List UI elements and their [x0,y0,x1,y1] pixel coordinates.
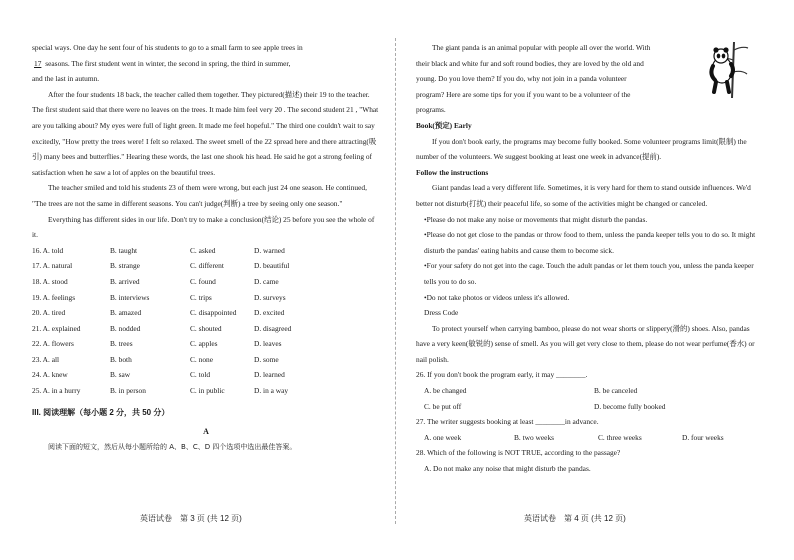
cloze-option-row [32,367,380,383]
cloze-option: D. disagreed [254,323,292,333]
cloze-option-row [32,243,380,259]
follow-heading: Follow the instructions [416,167,489,177]
cloze-option: C. asked [190,245,216,255]
cloze-option: B. interviews [110,292,150,302]
cloze-option: D. learned [254,370,285,380]
section-title: III. 阅读理解（每小题 2 分，共 50 分） [32,407,170,417]
cloze-option: D. excited [254,308,285,318]
left-column [32,40,380,455]
question-27: 27. The writer suggests booking at least ________in advance. [416,417,599,427]
cloze-option: D. some [254,354,279,364]
cloze-option: 23. A. all [32,354,60,364]
cloze-option: B. taught [110,245,138,255]
cloze-option: C. different [190,261,224,271]
left-footer: 英语试卷 第 3 页 (共 12 页) [140,514,242,523]
option: C. three weeks [598,432,642,442]
option: A. be changed [424,386,467,396]
cloze-option-row [32,274,380,290]
cloze-option: B. amazed [110,308,142,318]
follow-text: Giant pandas lead a very different life. Sometimes, it is very hard for them to stand outside influences. We'd better not disturb(打扰) their peaceful life, so some of the activities might be changed or canceled. [416,183,751,208]
cloze-option: D. leaves [254,339,282,349]
story-paragraph-3: The teacher smiled and told his students 23 of them were wrong, but each just 24 one season. He continued, "The trees are not the same in different seasons. You can't judge(判断) a tree by seeing only one season." [32,183,367,208]
tip-bullet: •Please do not make any noise or movements that might disturb the pandas. [424,214,648,224]
dress-heading: Dress Code [424,308,459,318]
option: D. four weeks [682,432,724,442]
right-footer: 英语试卷 第 4 页 (共 12 页) [524,514,626,523]
question-27-options [416,430,762,446]
cloze-option: B. saw [110,370,131,380]
cloze-option: B. arrived [110,276,140,286]
cloze-option: D. surveys [254,292,286,302]
cloze-option: B. strange [110,261,140,271]
question-26: 26. If you don't book the program early, it may ________. [416,370,588,380]
reading-instruction: 阅读下面的短文，然后从每小题所给的 A、B、C、D 四个选项中选出最佳答案。 [48,442,297,451]
question-28: 28. Which of the following is NOT TRUE, according to the passage? [416,448,621,458]
cloze-options [32,243,380,399]
cloze-option: C. trips [190,292,212,302]
option: D. become fully booked [594,401,666,411]
cloze-option: B. trees [110,339,133,349]
column-divider [395,38,397,524]
cloze-option: C. apples [190,339,218,349]
option: B. two weeks [514,432,555,442]
story-paragraph-4: Everything has different sides in our life. Don't try to make a conclusion(结论) 25 before you see the whole of it. [32,214,375,240]
cloze-option: 16. A. told [32,245,64,255]
story-line-1: special ways. One day he sent four of his students to go to a small farm to see apple trees in [32,43,303,52]
tip-bullet: •For your safety do not get into the cage. Touch the adult pandas or let them touch you, unless the panda keeper tells you to do so. [424,261,754,286]
story-line-2: 17 seasons. The first student went in winter, the second in spring, the third in summer, [34,58,291,68]
cloze-option: C. shouted [190,323,222,333]
option: A. one week [424,432,462,442]
cloze-option-row [32,290,380,306]
cloze-option: C. found [190,276,216,286]
cloze-option-row [32,336,380,352]
cloze-option: C. none [190,354,213,364]
question-28-option-a: A. Do not make any noise that might disturb the pandas. [424,464,591,474]
cloze-option: C. told [190,370,211,380]
cloze-option: B. in person [110,386,146,396]
cloze-option-row [32,305,380,321]
cloze-option-row [32,321,380,337]
cloze-option: 17. A. natural [32,261,73,271]
cloze-option: D. came [254,276,279,286]
story-line-3: and the last in autumn. [32,74,100,84]
panda-intro: The giant panda is an animal popular with people all over the world. With their black and white fur and soft round bodies, they are loved by the old and young. Do you love them? If you do, why not join in a panda volunteer program? Here are some tips for you if you want to be a volunteer of the programs. [416,43,651,115]
cloze-option: 20. A. tired [32,308,66,318]
passage-label: A [203,427,209,437]
panda-illustration [704,40,750,100]
option: C. be put off [424,401,462,411]
cloze-option: 25. A. in a hurry [32,386,81,396]
cloze-option: B. nodded [110,323,141,333]
cloze-option-row [32,383,380,399]
cloze-option: B. both [110,354,132,364]
story-paragraph-2: After the four students 18 back, the teacher called them together. They pictured(描述) their 19 to the teacher. The first student said that there were no leaves on the trees. It made him feel very 20 . The second student 21 , "What are you talking about? My eyes were full of light green. It made me feel hopeful." The third one couldn't wait to say excitedly, "How pretty the trees were! I felt so relaxed. The sweet smell of the 22 spread here and there attracting(吸引) many bees and butterflies." Hearing these words, the last one shook his head. He said he got a strong feeling of satisfaction when he saw a lot of apples on the beautiful trees. [32,89,379,177]
book-text: If you don't book early, the programs may become fully booked. Some volunteer programs limit(限制) the number of the volunteers. We suggest booking at least one week in advance(提前). [416,136,747,162]
cloze-option: D. warned [254,245,285,255]
dress-text: To protect yourself when carrying bamboo, please do not wear shorts or slippery(滑的) shoes. Also, pandas have a very keen(敏锐的) sense of smell. As you will get very close to them, please do not wear perfume(香水) or nail polish. [416,323,755,364]
book-heading: Book(预定) Early [416,120,472,130]
option: B. be canceled [594,386,638,396]
cloze-option: 18. A. stood [32,276,68,286]
cloze-option: C. disappointed [190,308,237,318]
cloze-option: 22. A. flowers [32,339,74,349]
cloze-option: D. in a way [254,386,289,396]
cloze-option-row [32,258,380,274]
tip-bullet: •Please do not get close to the pandas or throw food to them, unless the panda keeper tells you to do so. It might disturb the pandas' eating habits and cause them to become sick. [424,230,756,255]
cloze-option: 24. A. knew [32,370,68,380]
cloze-option: C. in public [190,386,225,396]
right-column [416,40,762,477]
tip-bullet: •Do not take photos or videos unless it's allowed. [424,292,570,302]
cloze-option: 21. A. explained [32,323,81,333]
cloze-option-row [32,352,380,368]
question-26-options [416,383,762,414]
cloze-option: 19. A. feelings [32,292,76,302]
cloze-option: D. beautiful [254,261,290,271]
